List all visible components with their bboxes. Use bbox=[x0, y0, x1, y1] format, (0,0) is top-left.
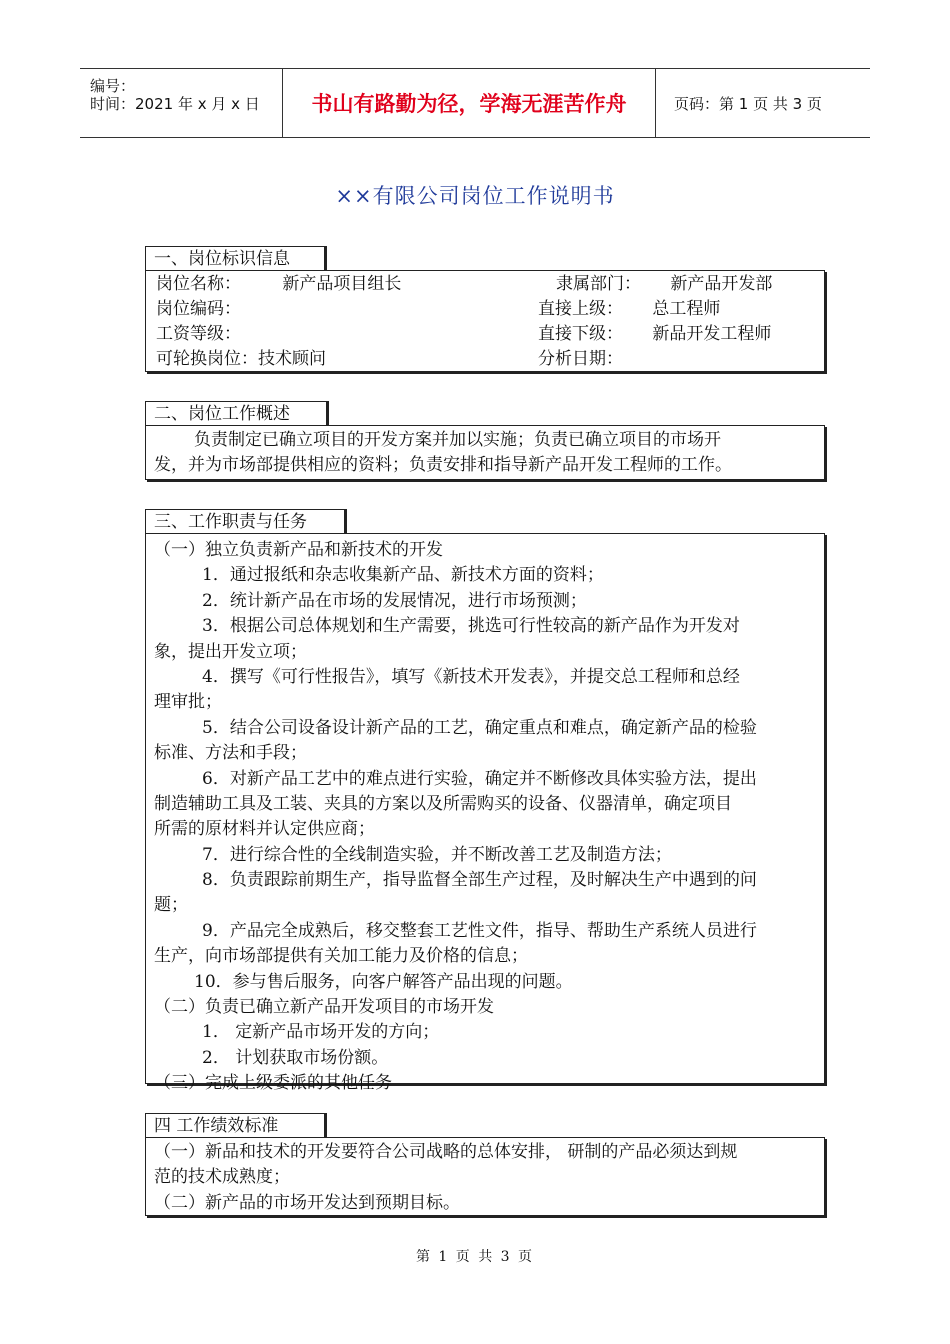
section3-heading: 三、工作职责与任务 bbox=[145, 509, 345, 533]
list-item-cont: 象，提出开发立项； bbox=[154, 641, 307, 662]
post-name-label: 岗位名称： bbox=[156, 274, 241, 294]
standard-item-cont: 范的技术成熟度； bbox=[154, 1167, 290, 1188]
date-line: 时间：2021 年 x 月 x 日 bbox=[90, 95, 260, 113]
standard-item: （二）新产品的市场开发达到预期目标。 bbox=[154, 1192, 460, 1213]
section1-box bbox=[145, 270, 825, 372]
rotation-label: 可轮换岗位：技术顾问 bbox=[156, 349, 326, 369]
salary-label: 工资等级： bbox=[156, 324, 241, 344]
list-item: 5．结合公司设备设计新产品的工艺，确定重点和难点，确定新产品的检验 bbox=[202, 717, 757, 738]
section2-box bbox=[145, 425, 825, 480]
list-item-cont: 理审批； bbox=[154, 692, 222, 713]
section4-heading: 四 工作绩效标准 bbox=[145, 1113, 325, 1137]
dept-row bbox=[556, 272, 772, 296]
post-name-value: 新产品项目组长 bbox=[282, 274, 402, 294]
list-item: 1．通过报纸和杂志收集新产品、新技术方面的资料； bbox=[202, 565, 604, 586]
list-item: 10．参与售后服务，向客户解答产品出现的问题。 bbox=[194, 971, 573, 992]
superior-value: 总工程师 bbox=[652, 299, 721, 319]
section4-text bbox=[154, 1140, 818, 1216]
superior-label: 直接上级： bbox=[538, 299, 623, 319]
page-info-text: 页码：第 1 页 共 3 页 bbox=[674, 94, 822, 113]
list-item-cont: 生产，向市场部提供有关加工能力及价格的信息； bbox=[154, 946, 528, 967]
dept-value: 新产品开发部 bbox=[670, 274, 773, 294]
subordinate-value: 新品开发工程师 bbox=[652, 324, 772, 344]
analysis-date-label: 分析日期： bbox=[538, 349, 623, 369]
section2-line: 发，并为市场部提供相应的资料；负责安排和指导新产品开发工程师的工作。 bbox=[154, 455, 732, 476]
list-item: 6．对新产品工艺中的难点进行实验，确定并不断修改具体实验方法，提出 bbox=[202, 768, 757, 789]
section4-box bbox=[145, 1137, 825, 1216]
superior-row bbox=[538, 297, 720, 321]
list-item: 1． 定新产品市场开发的方向； bbox=[202, 1022, 440, 1043]
post-name-row bbox=[156, 272, 401, 296]
subordinate-row bbox=[538, 322, 771, 346]
page-header bbox=[80, 68, 870, 138]
list-item: 2． 计划获取市场份额。 bbox=[202, 1047, 389, 1068]
list-item-cont: 题； bbox=[154, 895, 188, 916]
header-meta bbox=[80, 69, 282, 137]
list-heading: （二）负责已确立新产品开发项目的市场开发 bbox=[154, 997, 494, 1018]
section2-line: 负责制定已确立项目的开发方案并加以实施；负责已确立项目的市场开 bbox=[194, 430, 721, 450]
list-item-cont: 所需的原材料并认定供应商； bbox=[154, 819, 375, 840]
post-code-label: 岗位编码： bbox=[156, 299, 241, 319]
subordinate-label: 直接下级： bbox=[538, 324, 623, 344]
list-item: 7．进行综合性的全线制造实验，并不断改善工艺及制造方法； bbox=[202, 844, 672, 865]
list-item: 3．根据公司总体规划和生产需要，挑选可行性较高的新产品作为开发对 bbox=[202, 616, 740, 637]
section3-text bbox=[154, 538, 818, 1097]
standard-item: （一）新品和技术的开发要符合公司战略的总体安排， 研制的产品必须达到规 bbox=[154, 1142, 738, 1162]
list-item-cont: 标准、方法和手段； bbox=[154, 743, 307, 764]
list-item: 9．产品完全成熟后，移交整套工艺性文件，指导、帮助生产系统人员进行 bbox=[202, 920, 757, 941]
list-item: 4．撰写《可行性报告》，填写《新技术开发表》，并提交总工程师和总经 bbox=[202, 666, 740, 687]
list-item: 8．负责跟踪前期生产，指导监督全部生产过程，及时解决生产中遇到的问 bbox=[202, 870, 757, 891]
section1-heading: 一、岗位标识信息 bbox=[145, 246, 325, 270]
document-title: ××有限公司岗位工作说明书 bbox=[335, 184, 615, 208]
list-item-cont: 制造辅助工具及工装、夹具的方案以及所需购买的设备、仪器清单，确定项目 bbox=[154, 793, 732, 814]
dept-label: 隶属部门： bbox=[556, 274, 641, 294]
page-footer: 第 1 页 共 3 页 bbox=[415, 1249, 535, 1265]
code-label: 编号： bbox=[90, 77, 136, 95]
list-item: 2．统计新产品在市场的发展情况，进行市场预测； bbox=[202, 590, 587, 611]
header-slogan: 书山有路勤为径，学海无涯苦作舟 bbox=[282, 69, 656, 137]
section3-box bbox=[145, 533, 825, 1094]
section2-heading: 二、岗位工作概述 bbox=[145, 401, 327, 425]
header-page-info bbox=[664, 69, 870, 137]
list-heading: （一）独立负责新产品和新技术的开发 bbox=[154, 540, 443, 560]
section2-text bbox=[154, 428, 818, 479]
list-heading: （三）完成上级委派的其他任务 bbox=[154, 1073, 392, 1094]
